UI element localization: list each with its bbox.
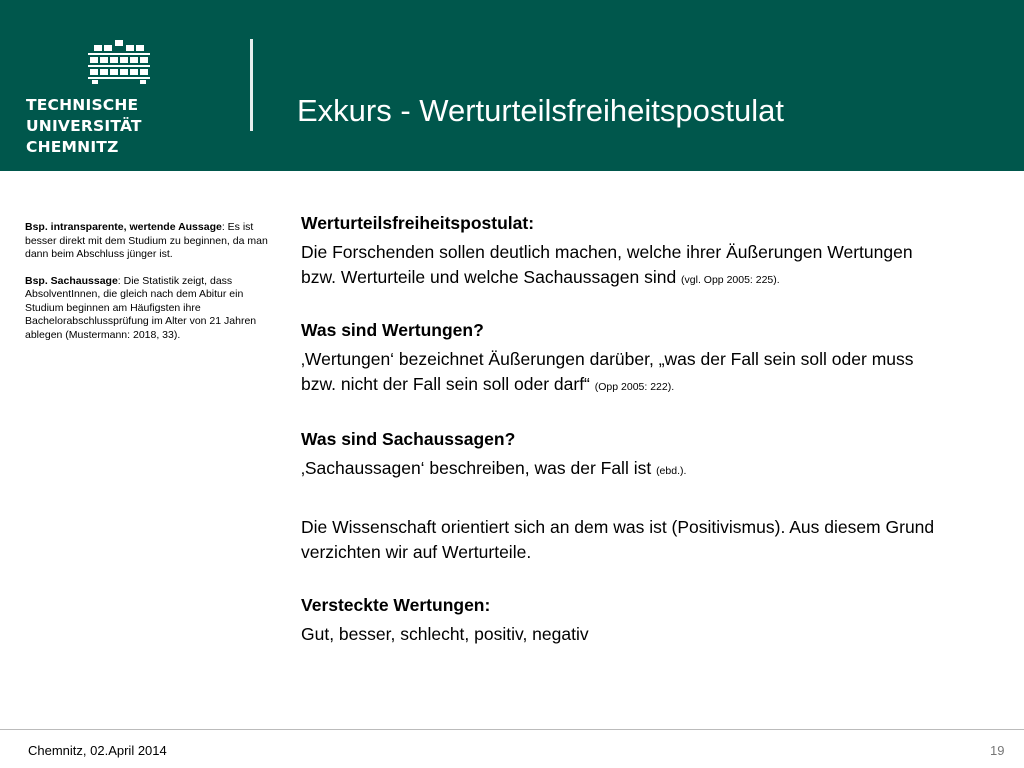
slide-title: Exkurs - Werturteilsfreiheitspostulat xyxy=(297,93,784,128)
wertungen-line-1: ‚Wertungen‘ bezeichnet Äußerungen darüber, „was der Fall sein soll oder muss xyxy=(301,349,914,369)
header-bar xyxy=(0,0,1024,171)
logo-line-1: TECHNISCHE UNIVERSITÄT xyxy=(26,96,142,135)
section-sachaussagen xyxy=(301,427,1024,484)
sachaussagen-text xyxy=(301,456,1024,484)
side-note xyxy=(25,221,277,355)
wertungen-text xyxy=(301,347,1024,400)
side-note-example-2 xyxy=(25,275,277,343)
sachaussagen-line-1: ‚Sachaussagen‘ beschreiben, was der Fall ist xyxy=(301,458,657,478)
positivismus-line-2: verzichten wir auf Werturteile. xyxy=(301,542,532,562)
sachaussagen-heading: Was sind Sachaussagen? xyxy=(301,429,516,449)
versteckte-heading: Versteckte Wertungen: xyxy=(301,595,491,615)
header-divider xyxy=(250,39,253,131)
wertungen-line-2: bzw. nicht der Fall sein soll oder darf“ xyxy=(301,374,595,394)
postulate-line-1: Die Forschenden sollen deutlich machen, welche ihrer Äußerungen Wertungen xyxy=(301,242,913,262)
example-2-label: Bsp. Sachaussage xyxy=(25,274,118,287)
postulate-text xyxy=(301,240,1024,293)
section-wertungen xyxy=(301,318,1024,400)
positivismus-line-1: Die Wissenschaft orientiert sich an dem was ist (Positivismus). Aus diesem Grund xyxy=(301,517,935,537)
wertungen-citation: (Opp 2005: 222). xyxy=(594,381,675,393)
wertungen-heading: Was sind Wertungen? xyxy=(301,320,484,340)
example-1-text: : Es ist besser direkt mit dem Studium zu beginnen, da man dann beim Abschluss jünger ist. xyxy=(25,221,268,260)
university-building-icon xyxy=(88,40,150,84)
main-content xyxy=(301,211,1024,647)
logo-line-2: CHEMNITZ xyxy=(26,138,119,156)
footer-divider xyxy=(0,729,1024,730)
example-1-label: Bsp. intransparente, wertende Aussage xyxy=(25,221,222,233)
postulate-citation: (vgl. Opp 2005: 225). xyxy=(681,274,780,286)
footer-date: Chemnitz, 02.April 2014 xyxy=(28,743,167,758)
postulate-heading: Werturteilsfreiheitspostulat: xyxy=(301,213,535,233)
postulate-line-2: bzw. Werturteile und welche Sachaussagen sind xyxy=(301,267,682,287)
university-logo-text xyxy=(26,95,226,158)
sachaussagen-citation: (ebd.). xyxy=(656,465,687,477)
example-2-text: : Die Statistik zeigt, dass AbsolventInnen, die gleich nach dem Abitur ein Studium beginnen am Häufigsten ihre Bachelorabschlussprüfung im Alter von 21 Jahren ablegen (Mustermann: 2018, 33). xyxy=(25,274,257,341)
section-positivismus xyxy=(301,515,1024,565)
versteckte-text: Gut, besser, schlecht, positiv, negativ xyxy=(301,624,589,644)
section-versteckte-wertungen xyxy=(301,593,1024,647)
side-note-example-1 xyxy=(25,221,277,262)
section-postulate xyxy=(301,211,1024,293)
page-number: 19 xyxy=(990,743,1005,758)
positivismus-text xyxy=(301,515,1024,565)
